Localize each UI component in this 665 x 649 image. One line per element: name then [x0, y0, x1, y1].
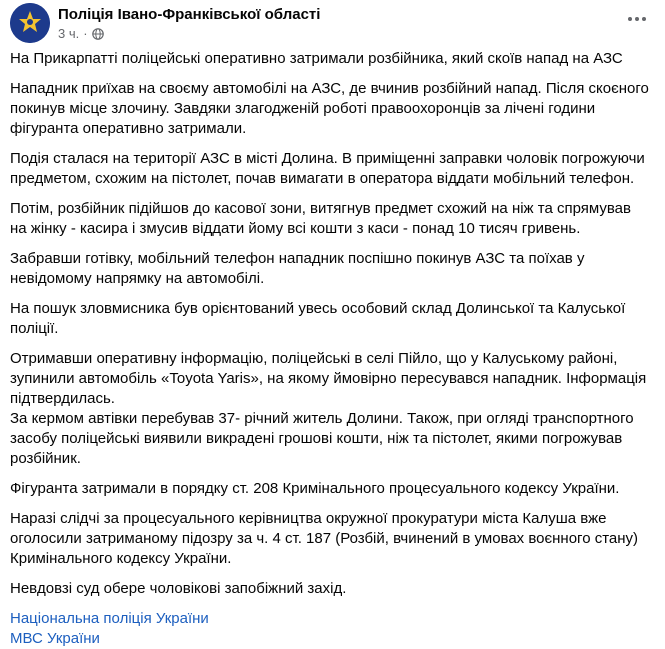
- post-body: [10, 49, 651, 649]
- more-options-button[interactable]: [625, 7, 649, 31]
- post-paragraph: Отримавши оперативну інформацію, поліцейські в селі Пійло, що у Калуському районі, зупинили автомобіль «Toyota Yaris», на якому ймовірно пересувався нападник. Інформація підтвердилась.: [10, 350, 647, 407]
- post-paragraph: Подія сталася на території АЗС в місті Долина. В приміщенні заправки чоловік погрожуючи предметом, схожим на пістолет, почав вимагати в оператора віддати мобільний телефон.: [10, 150, 645, 187]
- post-time[interactable]: 3 ч.: [58, 26, 80, 41]
- page-name[interactable]: Поліція Івано-Франківської області: [58, 6, 321, 23]
- avatar[interactable]: [10, 3, 50, 43]
- hashtag-links: [10, 609, 651, 649]
- more-horizontal-icon: [627, 16, 647, 22]
- post-paragraph: Фігуранта затримали в порядку ст. 208 Кримінального процесуального кодексу України.: [10, 480, 620, 497]
- post-paragraph: Невдовзі суд обере чоловікові запобіжний захід.: [10, 580, 347, 597]
- police-badge-icon: [10, 3, 50, 43]
- post-paragraph: Наразі слідчі за процесуального керівництва окружної прокуратури міста Калуша вже оголосили затриманому підозру за ч. 4 ст. 187 (Розбій, вчинений в умовах воєнного стану) Кримінального кодексу України.: [10, 510, 639, 567]
- link-national-police[interactable]: Національна поліція України: [10, 610, 209, 627]
- post-meta: [58, 26, 104, 41]
- globe-icon: [92, 28, 104, 40]
- link-mvs[interactable]: МВС України: [10, 630, 100, 647]
- post-paragraph: Потім, розбійник підійшов до касової зони, витягнув предмет схожий на ніж та спрямував на жінку - касира і змусив віддати йому всі кошти з каси - понад 10 тисяч гривень.: [10, 200, 631, 237]
- post-paragraph: Забравши готівку, мобільний телефон нападник поспішно покинув АЗС та поїхав у невідомому напрямку на автомобілі.: [10, 250, 585, 287]
- post-paragraph: На Прикарпатті поліцейські оперативно затримали розбійника, який скоїв напад на АЗС: [10, 50, 623, 67]
- post-paragraph: За кермом автівки перебував 37- річний житель Долини. Також, при огляді транспортного засобу поліцейські виявили викрадені грошові кошти, ніж та пістолет, якими погрожував розбійник.: [10, 410, 634, 467]
- meta-separator: ·: [83, 26, 88, 41]
- post-header: [10, 3, 655, 43]
- post-paragraph: На пошук зловмисника був орієнтований увесь особовий склад Долинської та Калуської поліції.: [10, 300, 626, 337]
- post-paragraph: Нападник приїхав на своєму автомобілі на АЗС, де вчинив розбійний напад. Після скоєного покинув місце злочину. Завдяки злагодженій роботі правоохоронців за лічені години фігуранта оперативно затримали.: [10, 80, 649, 137]
